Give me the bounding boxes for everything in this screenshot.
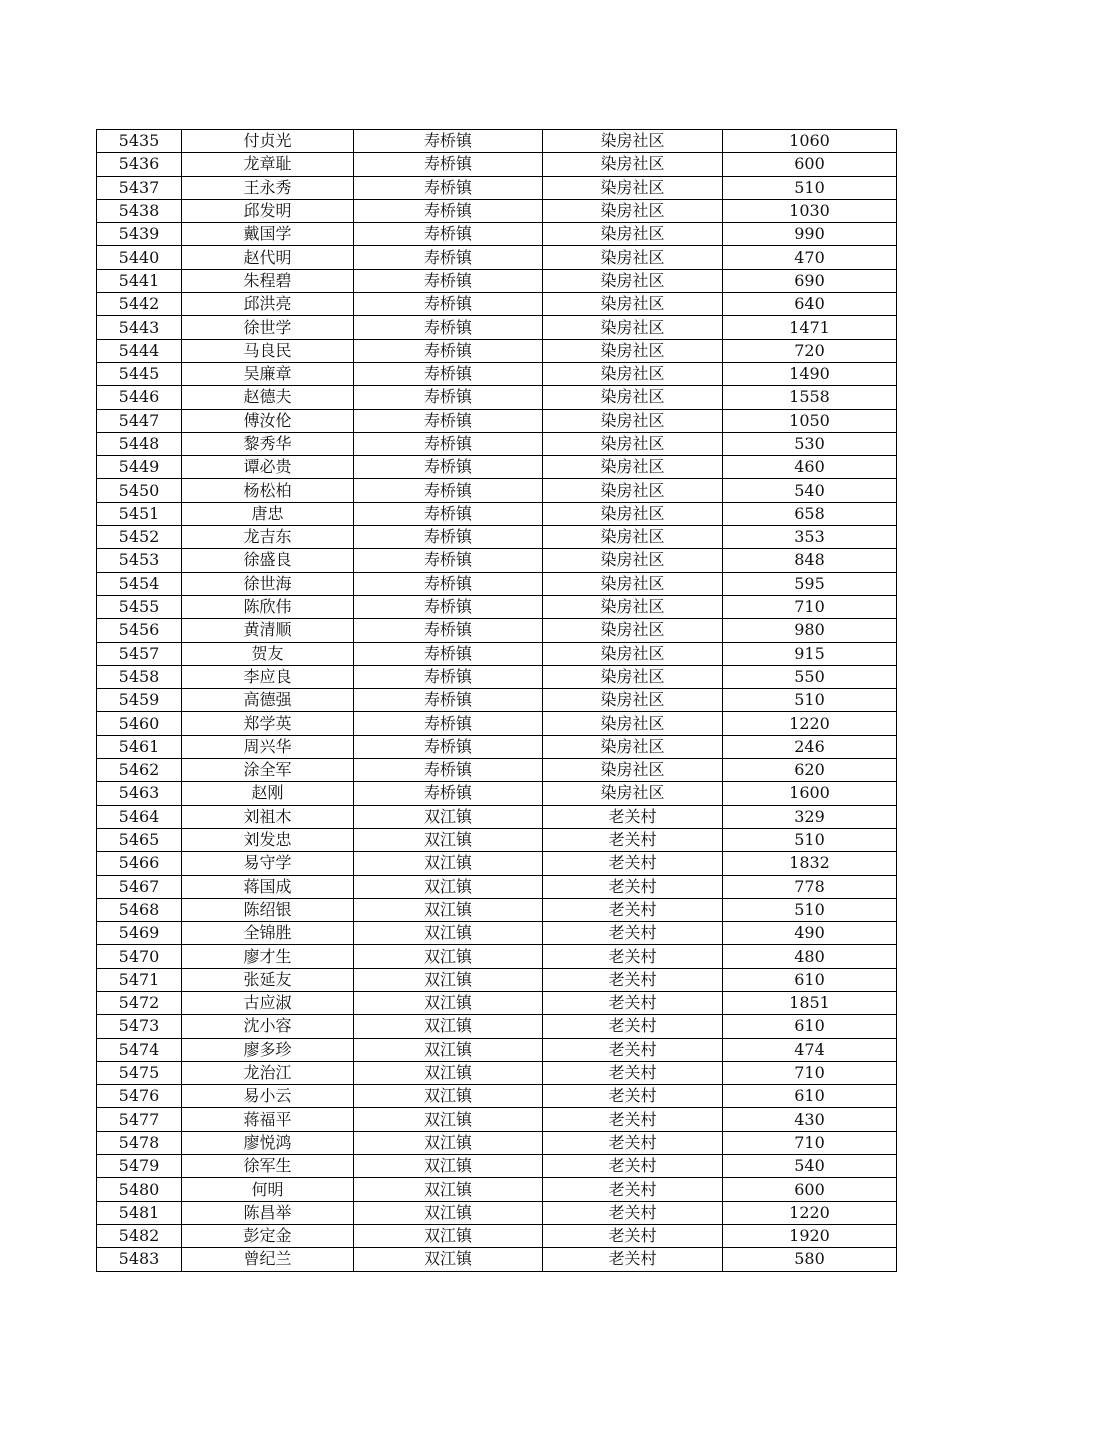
town-cell: 双江镇 — [354, 828, 543, 851]
town-cell: 寿桥镇 — [354, 759, 543, 782]
name-cell: 陈绍银 — [182, 898, 354, 921]
name-cell: 易小云 — [182, 1085, 354, 1108]
town-cell: 寿桥镇 — [354, 316, 543, 339]
town-cell: 寿桥镇 — [354, 339, 543, 362]
town-cell: 寿桥镇 — [354, 199, 543, 222]
community-cell: 染房社区 — [543, 712, 723, 735]
community-cell: 老关村 — [543, 828, 723, 851]
community-cell: 老关村 — [543, 991, 723, 1014]
table-row — [97, 1061, 897, 1084]
amount-cell: 710 — [723, 595, 897, 618]
community-cell: 老关村 — [543, 1085, 723, 1108]
amount-cell: 710 — [723, 1061, 897, 1084]
name-cell: 何明 — [182, 1178, 354, 1201]
table-row — [97, 1201, 897, 1224]
amount-cell: 246 — [723, 735, 897, 758]
table-row — [97, 362, 897, 385]
community-cell: 染房社区 — [543, 549, 723, 572]
name-cell: 邱发明 — [182, 199, 354, 222]
amount-cell: 550 — [723, 665, 897, 688]
table-row — [97, 619, 897, 642]
amount-cell: 600 — [723, 153, 897, 176]
table-row — [97, 875, 897, 898]
row-number-cell: 5458 — [97, 665, 182, 688]
table-row — [97, 1131, 897, 1154]
row-number-cell: 5440 — [97, 246, 182, 269]
amount-cell: 1471 — [723, 316, 897, 339]
amount-cell: 474 — [723, 1038, 897, 1061]
table-row — [97, 502, 897, 525]
row-number-cell: 5441 — [97, 269, 182, 292]
name-cell: 徐军生 — [182, 1155, 354, 1178]
table-row — [97, 735, 897, 758]
name-cell: 徐盛良 — [182, 549, 354, 572]
table-row — [97, 479, 897, 502]
name-cell: 陈昌举 — [182, 1201, 354, 1224]
row-number-cell: 5439 — [97, 223, 182, 246]
name-cell: 吴廉章 — [182, 362, 354, 385]
community-cell: 染房社区 — [543, 479, 723, 502]
community-cell: 染房社区 — [543, 176, 723, 199]
community-cell: 染房社区 — [543, 316, 723, 339]
name-cell: 王永秀 — [182, 176, 354, 199]
town-cell: 寿桥镇 — [354, 735, 543, 758]
town-cell: 寿桥镇 — [354, 619, 543, 642]
table-row — [97, 689, 897, 712]
community-cell: 染房社区 — [543, 432, 723, 455]
amount-cell: 600 — [723, 1178, 897, 1201]
community-cell: 老关村 — [543, 1015, 723, 1038]
row-number-cell: 5444 — [97, 339, 182, 362]
name-cell: 赵刚 — [182, 782, 354, 805]
amount-cell: 510 — [723, 828, 897, 851]
table-row — [97, 572, 897, 595]
name-cell: 廖多珍 — [182, 1038, 354, 1061]
community-cell: 老关村 — [543, 898, 723, 921]
table-row — [97, 991, 897, 1014]
table-row — [97, 828, 897, 851]
amount-cell: 510 — [723, 176, 897, 199]
name-cell: 谭必贵 — [182, 456, 354, 479]
table-row — [97, 945, 897, 968]
town-cell: 双江镇 — [354, 1201, 543, 1224]
table-row — [97, 386, 897, 409]
amount-cell: 1220 — [723, 1201, 897, 1224]
community-cell: 染房社区 — [543, 153, 723, 176]
amount-cell: 1920 — [723, 1224, 897, 1247]
town-cell: 双江镇 — [354, 1085, 543, 1108]
table-row — [97, 1155, 897, 1178]
amount-cell: 430 — [723, 1108, 897, 1131]
community-cell: 老关村 — [543, 1038, 723, 1061]
community-cell: 染房社区 — [543, 130, 723, 153]
amount-cell: 530 — [723, 432, 897, 455]
town-cell: 寿桥镇 — [354, 689, 543, 712]
row-number-cell: 5460 — [97, 712, 182, 735]
table-row — [97, 176, 897, 199]
community-cell: 染房社区 — [543, 456, 723, 479]
community-cell: 染房社区 — [543, 619, 723, 642]
amount-cell: 610 — [723, 1085, 897, 1108]
row-number-cell: 5469 — [97, 922, 182, 945]
row-number-cell: 5474 — [97, 1038, 182, 1061]
community-cell: 染房社区 — [543, 642, 723, 665]
town-cell: 双江镇 — [354, 945, 543, 968]
amount-cell: 595 — [723, 572, 897, 595]
row-number-cell: 5435 — [97, 130, 182, 153]
community-cell: 染房社区 — [543, 665, 723, 688]
community-cell: 老关村 — [543, 1131, 723, 1154]
table-row — [97, 293, 897, 316]
table-row — [97, 339, 897, 362]
community-cell: 老关村 — [543, 1155, 723, 1178]
table-row — [97, 1038, 897, 1061]
row-number-cell: 5476 — [97, 1085, 182, 1108]
table-row — [97, 1178, 897, 1201]
town-cell: 寿桥镇 — [354, 409, 543, 432]
name-cell: 徐世学 — [182, 316, 354, 339]
amount-cell: 1558 — [723, 386, 897, 409]
town-cell: 双江镇 — [354, 1015, 543, 1038]
row-number-cell: 5455 — [97, 595, 182, 618]
table-row — [97, 153, 897, 176]
town-cell: 双江镇 — [354, 898, 543, 921]
amount-cell: 353 — [723, 526, 897, 549]
community-cell: 染房社区 — [543, 339, 723, 362]
town-cell: 双江镇 — [354, 1155, 543, 1178]
name-cell: 杨松柏 — [182, 479, 354, 502]
amount-cell: 490 — [723, 922, 897, 945]
name-cell: 刘祖木 — [182, 805, 354, 828]
table-row — [97, 642, 897, 665]
name-cell: 龙治江 — [182, 1061, 354, 1084]
table-row — [97, 269, 897, 292]
name-cell: 曾纪兰 — [182, 1248, 354, 1271]
row-number-cell: 5445 — [97, 362, 182, 385]
name-cell: 龙吉东 — [182, 526, 354, 549]
amount-cell: 778 — [723, 875, 897, 898]
row-number-cell: 5471 — [97, 968, 182, 991]
town-cell: 寿桥镇 — [354, 176, 543, 199]
amount-cell: 620 — [723, 759, 897, 782]
amount-cell: 540 — [723, 479, 897, 502]
name-cell: 古应淑 — [182, 991, 354, 1014]
table-row — [97, 1015, 897, 1038]
row-number-cell: 5452 — [97, 526, 182, 549]
community-cell: 染房社区 — [543, 269, 723, 292]
community-cell: 染房社区 — [543, 409, 723, 432]
amount-cell: 510 — [723, 898, 897, 921]
amount-cell: 1832 — [723, 852, 897, 875]
community-cell: 老关村 — [543, 852, 723, 875]
amount-cell: 848 — [723, 549, 897, 572]
row-number-cell: 5468 — [97, 898, 182, 921]
name-cell: 朱程碧 — [182, 269, 354, 292]
name-cell: 贺友 — [182, 642, 354, 665]
town-cell: 寿桥镇 — [354, 153, 543, 176]
town-cell: 双江镇 — [354, 991, 543, 1014]
row-number-cell: 5446 — [97, 386, 182, 409]
row-number-cell: 5462 — [97, 759, 182, 782]
name-cell: 刘发忠 — [182, 828, 354, 851]
amount-cell: 658 — [723, 502, 897, 525]
community-cell: 染房社区 — [543, 595, 723, 618]
town-cell: 寿桥镇 — [354, 456, 543, 479]
town-cell: 寿桥镇 — [354, 782, 543, 805]
name-cell: 龙章耻 — [182, 153, 354, 176]
amount-cell: 540 — [723, 1155, 897, 1178]
name-cell: 傅汝伦 — [182, 409, 354, 432]
table-row — [97, 223, 897, 246]
row-number-cell: 5479 — [97, 1155, 182, 1178]
records-table-body — [97, 130, 897, 1272]
name-cell: 周兴华 — [182, 735, 354, 758]
community-cell: 老关村 — [543, 1108, 723, 1131]
name-cell: 蒋福平 — [182, 1108, 354, 1131]
amount-cell: 610 — [723, 1015, 897, 1038]
community-cell: 染房社区 — [543, 362, 723, 385]
amount-cell: 470 — [723, 246, 897, 269]
row-number-cell: 5475 — [97, 1061, 182, 1084]
community-cell: 老关村 — [543, 945, 723, 968]
row-number-cell: 5447 — [97, 409, 182, 432]
name-cell: 黎秀华 — [182, 432, 354, 455]
community-cell: 老关村 — [543, 875, 723, 898]
amount-cell: 1600 — [723, 782, 897, 805]
name-cell: 蒋国成 — [182, 875, 354, 898]
town-cell: 双江镇 — [354, 1108, 543, 1131]
name-cell: 马良民 — [182, 339, 354, 362]
table-row — [97, 246, 897, 269]
row-number-cell: 5449 — [97, 456, 182, 479]
table-row — [97, 316, 897, 339]
row-number-cell: 5451 — [97, 502, 182, 525]
town-cell: 双江镇 — [354, 1248, 543, 1271]
community-cell: 老关村 — [543, 1248, 723, 1271]
amount-cell: 1851 — [723, 991, 897, 1014]
row-number-cell: 5466 — [97, 852, 182, 875]
row-number-cell: 5483 — [97, 1248, 182, 1271]
table-row — [97, 665, 897, 688]
name-cell: 廖才生 — [182, 945, 354, 968]
town-cell: 寿桥镇 — [354, 526, 543, 549]
row-number-cell: 5436 — [97, 153, 182, 176]
row-number-cell: 5442 — [97, 293, 182, 316]
town-cell: 双江镇 — [354, 852, 543, 875]
name-cell: 邱洪亮 — [182, 293, 354, 316]
town-cell: 双江镇 — [354, 1131, 543, 1154]
table-row — [97, 782, 897, 805]
table-row — [97, 549, 897, 572]
name-cell: 沈小容 — [182, 1015, 354, 1038]
row-number-cell: 5453 — [97, 549, 182, 572]
community-cell: 染房社区 — [543, 199, 723, 222]
name-cell: 黄清顺 — [182, 619, 354, 642]
town-cell: 寿桥镇 — [354, 432, 543, 455]
amount-cell: 640 — [723, 293, 897, 316]
community-cell: 老关村 — [543, 805, 723, 828]
town-cell: 双江镇 — [354, 875, 543, 898]
town-cell: 寿桥镇 — [354, 479, 543, 502]
amount-cell: 1030 — [723, 199, 897, 222]
table-row — [97, 759, 897, 782]
community-cell: 染房社区 — [543, 246, 723, 269]
row-number-cell: 5481 — [97, 1201, 182, 1224]
amount-cell: 690 — [723, 269, 897, 292]
town-cell: 双江镇 — [354, 968, 543, 991]
town-cell: 寿桥镇 — [354, 246, 543, 269]
town-cell: 寿桥镇 — [354, 293, 543, 316]
table-row — [97, 595, 897, 618]
community-cell: 老关村 — [543, 1178, 723, 1201]
amount-cell: 329 — [723, 805, 897, 828]
community-cell: 染房社区 — [543, 386, 723, 409]
table-row — [97, 922, 897, 945]
row-number-cell: 5477 — [97, 1108, 182, 1131]
row-number-cell: 5443 — [97, 316, 182, 339]
community-cell: 老关村 — [543, 968, 723, 991]
community-cell: 染房社区 — [543, 735, 723, 758]
table-row — [97, 432, 897, 455]
row-number-cell: 5472 — [97, 991, 182, 1014]
row-number-cell: 5478 — [97, 1131, 182, 1154]
name-cell: 彭定金 — [182, 1224, 354, 1247]
row-number-cell: 5470 — [97, 945, 182, 968]
table-row — [97, 968, 897, 991]
town-cell: 双江镇 — [354, 1038, 543, 1061]
town-cell: 寿桥镇 — [354, 502, 543, 525]
row-number-cell: 5456 — [97, 619, 182, 642]
town-cell: 双江镇 — [354, 1224, 543, 1247]
name-cell: 全锦胜 — [182, 922, 354, 945]
table-row — [97, 409, 897, 432]
community-cell: 染房社区 — [543, 293, 723, 316]
name-cell: 戴国学 — [182, 223, 354, 246]
table-row — [97, 805, 897, 828]
town-cell: 寿桥镇 — [354, 712, 543, 735]
table-row — [97, 1085, 897, 1108]
town-cell: 双江镇 — [354, 1178, 543, 1201]
table-row — [97, 898, 897, 921]
row-number-cell: 5480 — [97, 1178, 182, 1201]
name-cell: 赵代明 — [182, 246, 354, 269]
name-cell: 易守学 — [182, 852, 354, 875]
name-cell: 徐世海 — [182, 572, 354, 595]
name-cell: 陈欣伟 — [182, 595, 354, 618]
row-number-cell: 5454 — [97, 572, 182, 595]
row-number-cell: 5467 — [97, 875, 182, 898]
row-number-cell: 5465 — [97, 828, 182, 851]
amount-cell: 1060 — [723, 130, 897, 153]
town-cell: 双江镇 — [354, 805, 543, 828]
community-cell: 染房社区 — [543, 502, 723, 525]
table-row — [97, 526, 897, 549]
amount-cell: 580 — [723, 1248, 897, 1271]
name-cell: 高德强 — [182, 689, 354, 712]
amount-cell: 980 — [723, 619, 897, 642]
table-row — [97, 130, 897, 153]
row-number-cell: 5461 — [97, 735, 182, 758]
row-number-cell: 5448 — [97, 432, 182, 455]
row-number-cell: 5473 — [97, 1015, 182, 1038]
table-row — [97, 199, 897, 222]
row-number-cell: 5482 — [97, 1224, 182, 1247]
amount-cell: 915 — [723, 642, 897, 665]
amount-cell: 480 — [723, 945, 897, 968]
town-cell: 寿桥镇 — [354, 223, 543, 246]
town-cell: 寿桥镇 — [354, 642, 543, 665]
table-row — [97, 1224, 897, 1247]
row-number-cell: 5438 — [97, 199, 182, 222]
town-cell: 寿桥镇 — [354, 665, 543, 688]
name-cell: 郑学英 — [182, 712, 354, 735]
row-number-cell: 5463 — [97, 782, 182, 805]
town-cell: 寿桥镇 — [354, 595, 543, 618]
amount-cell: 710 — [723, 1131, 897, 1154]
row-number-cell: 5450 — [97, 479, 182, 502]
town-cell: 寿桥镇 — [354, 572, 543, 595]
community-cell: 染房社区 — [543, 223, 723, 246]
community-cell: 染房社区 — [543, 526, 723, 549]
town-cell: 双江镇 — [354, 922, 543, 945]
community-cell: 染房社区 — [543, 782, 723, 805]
amount-cell: 610 — [723, 968, 897, 991]
table-row — [97, 852, 897, 875]
town-cell: 寿桥镇 — [354, 362, 543, 385]
community-cell: 染房社区 — [543, 689, 723, 712]
amount-cell: 1490 — [723, 362, 897, 385]
town-cell: 寿桥镇 — [354, 386, 543, 409]
community-cell: 染房社区 — [543, 759, 723, 782]
table-row — [97, 456, 897, 479]
row-number-cell: 5459 — [97, 689, 182, 712]
amount-cell: 720 — [723, 339, 897, 362]
table-row — [97, 1108, 897, 1131]
name-cell: 涂全军 — [182, 759, 354, 782]
name-cell: 廖悦鸿 — [182, 1131, 354, 1154]
community-cell: 老关村 — [543, 1061, 723, 1084]
amount-cell: 1050 — [723, 409, 897, 432]
community-cell: 老关村 — [543, 1224, 723, 1247]
records-table — [96, 129, 897, 1272]
amount-cell: 990 — [723, 223, 897, 246]
name-cell: 付贞光 — [182, 130, 354, 153]
name-cell: 李应良 — [182, 665, 354, 688]
name-cell: 张延友 — [182, 968, 354, 991]
amount-cell: 460 — [723, 456, 897, 479]
amount-cell: 510 — [723, 689, 897, 712]
row-number-cell: 5457 — [97, 642, 182, 665]
table-row — [97, 712, 897, 735]
row-number-cell: 5464 — [97, 805, 182, 828]
name-cell: 赵德夫 — [182, 386, 354, 409]
community-cell: 老关村 — [543, 1201, 723, 1224]
table-row — [97, 1248, 897, 1271]
name-cell: 唐忠 — [182, 502, 354, 525]
town-cell: 寿桥镇 — [354, 549, 543, 572]
town-cell: 寿桥镇 — [354, 269, 543, 292]
town-cell: 寿桥镇 — [354, 130, 543, 153]
community-cell: 老关村 — [543, 922, 723, 945]
community-cell: 染房社区 — [543, 572, 723, 595]
town-cell: 双江镇 — [354, 1061, 543, 1084]
row-number-cell: 5437 — [97, 176, 182, 199]
amount-cell: 1220 — [723, 712, 897, 735]
